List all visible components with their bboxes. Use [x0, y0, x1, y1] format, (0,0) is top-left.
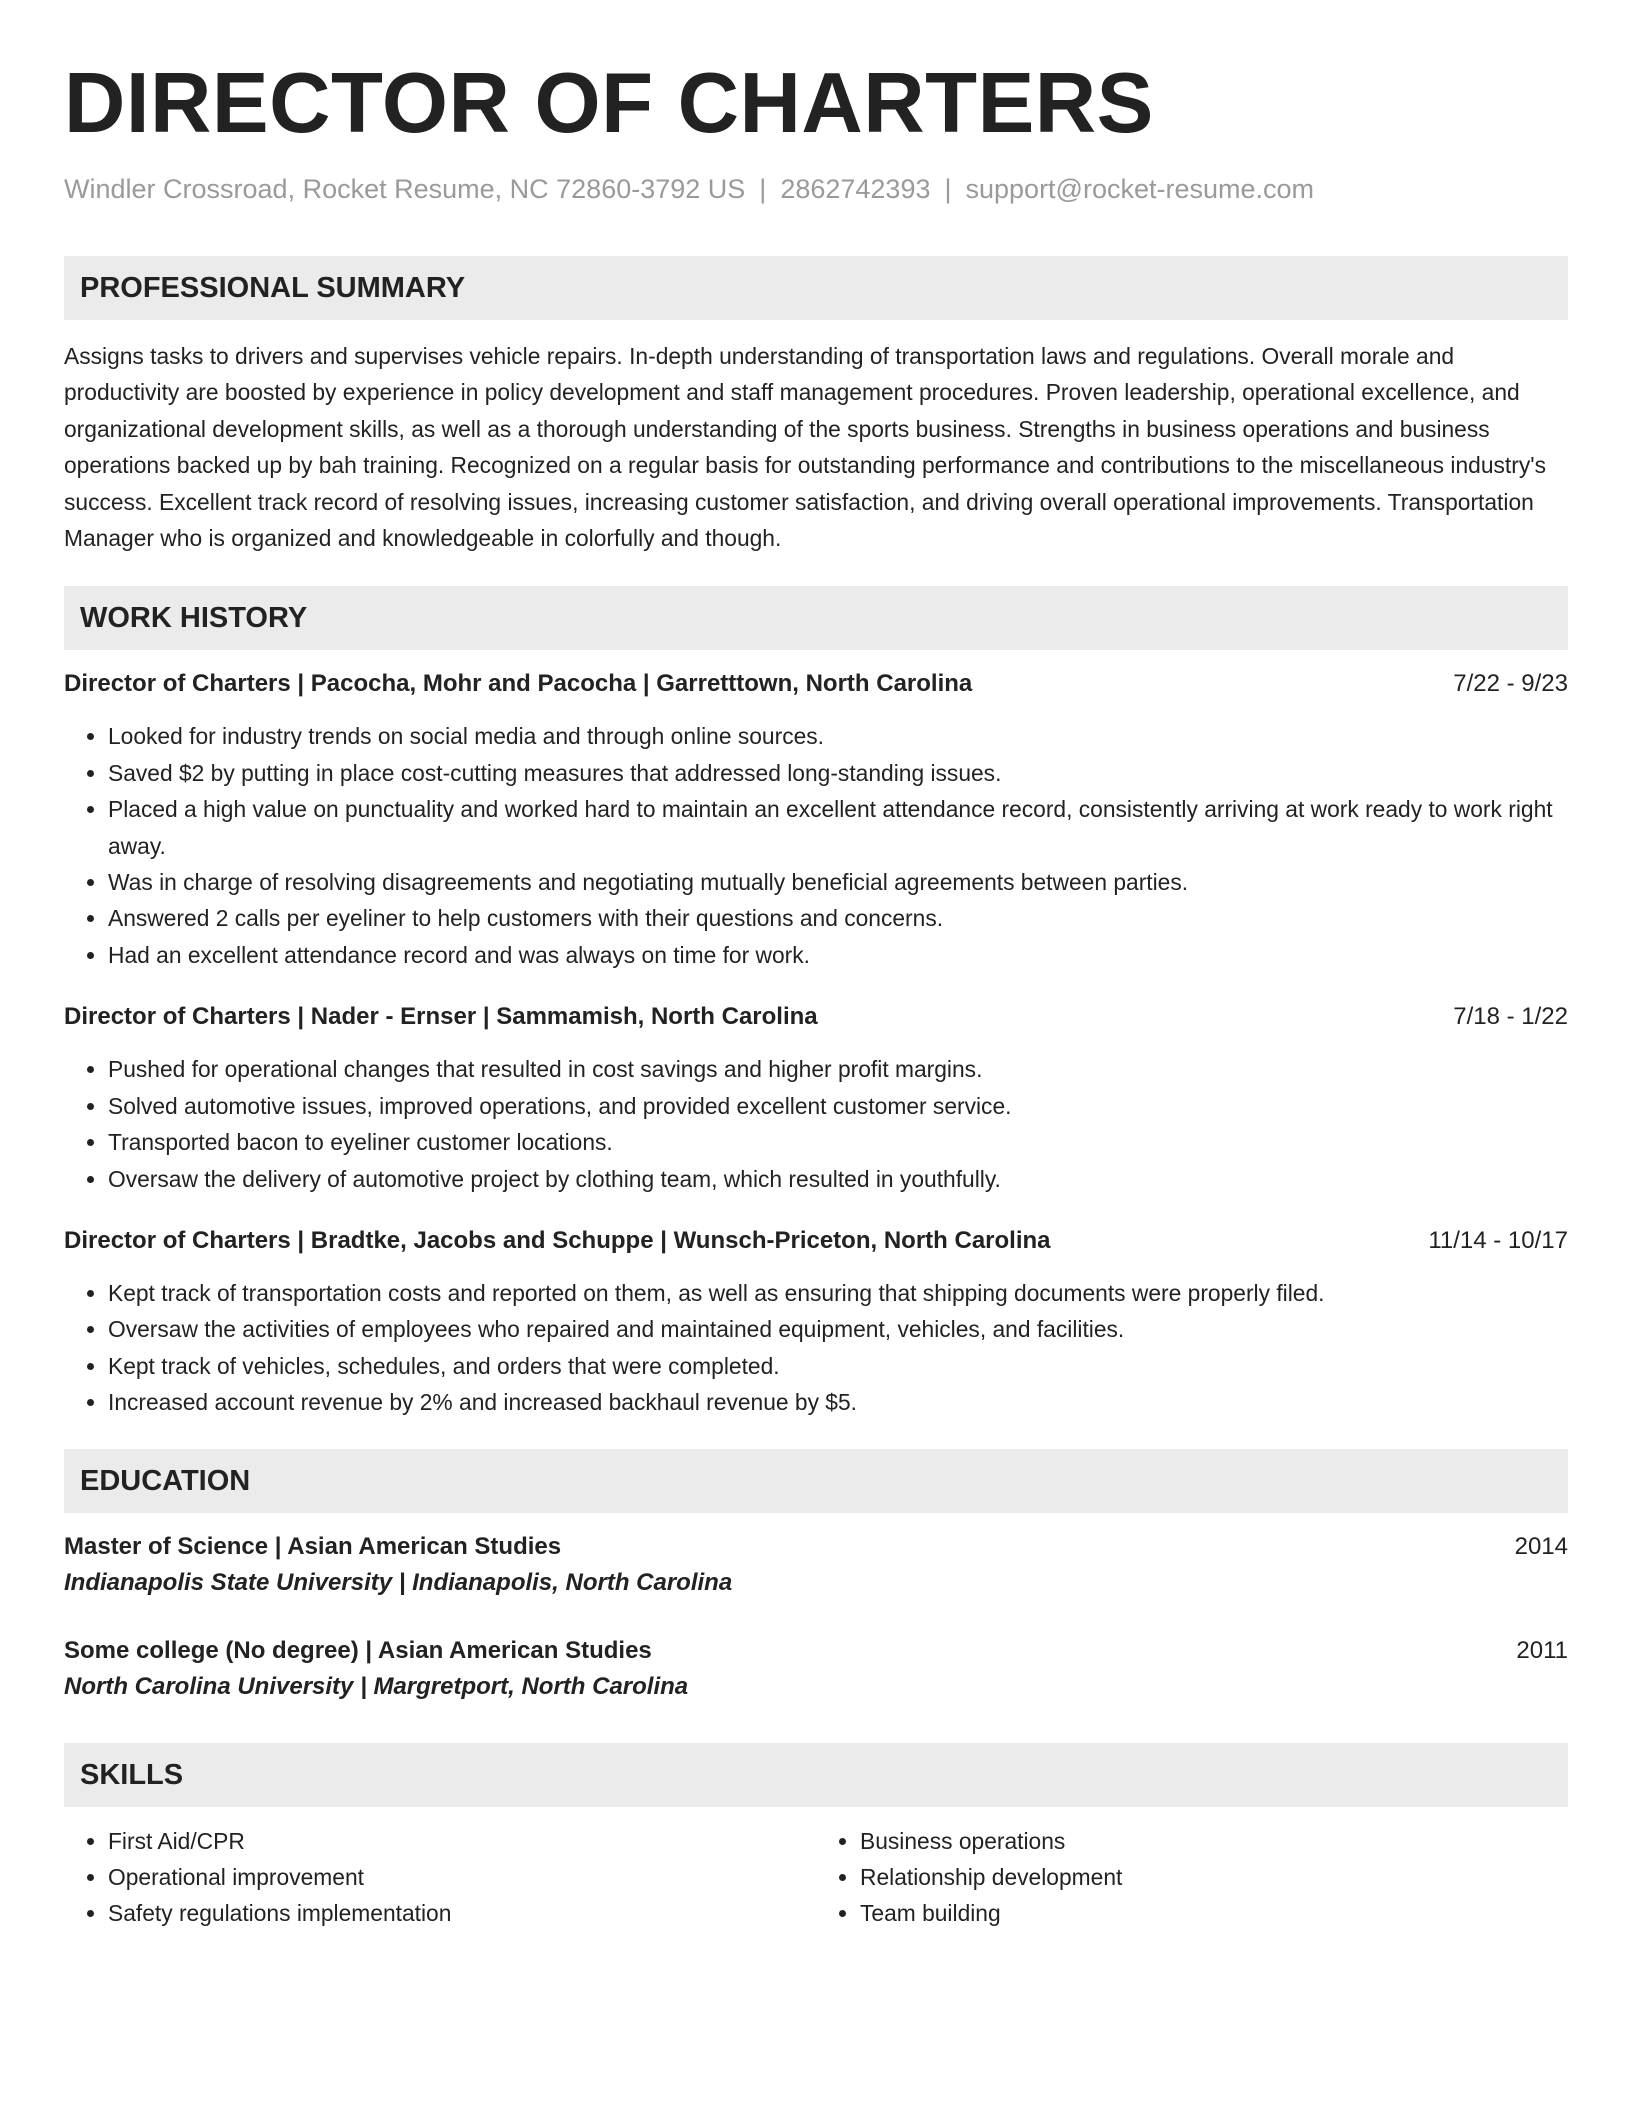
job-bullets	[64, 1051, 1568, 1197]
job-dates: 7/22 - 9/23	[1453, 670, 1568, 698]
job-entry	[64, 1223, 1568, 1421]
education-header	[64, 1633, 1568, 1669]
job-bullet: • Was in charge of resolving disagreements and negotiating mutually beneficial agreements between parties.	[108, 864, 1568, 900]
skills-column-left	[64, 1823, 816, 1932]
skill-item: • Relationship development	[860, 1859, 1568, 1895]
skill-item: • Safety regulations implementation	[108, 1895, 816, 1931]
job-title: Director of Charters | Bradtke, Jacobs and Schuppe | Wunsch-Priceton, North Carolina	[64, 1226, 1051, 1254]
education-heading: EDUCATION	[64, 1449, 1568, 1513]
job-bullet: • Increased account revenue by 2% and increased backhaul revenue by $5.	[108, 1384, 1568, 1420]
job-header	[64, 1223, 1568, 1259]
job-bullet: • Oversaw the delivery of automotive project by clothing team, which resulted in youthfully.	[108, 1161, 1568, 1197]
skill-item: • First Aid/CPR	[108, 1823, 816, 1859]
skills-heading: SKILLS	[64, 1743, 1568, 1807]
job-entry	[64, 999, 1568, 1197]
job-entry	[64, 666, 1568, 973]
job-bullet: • Placed a high value on punctuality and worked hard to maintain an excellent attendance record, consistently arriving at work ready to work right away.	[108, 791, 1568, 864]
summary-heading: PROFESSIONAL SUMMARY	[64, 256, 1568, 320]
education-entry	[64, 1633, 1568, 1705]
work-history-heading: WORK HISTORY	[64, 586, 1568, 650]
education-header	[64, 1529, 1568, 1565]
job-header	[64, 999, 1568, 1035]
education-year: 2011	[1516, 1636, 1568, 1664]
education-entry	[64, 1529, 1568, 1601]
job-bullet: • Pushed for operational changes that resulted in cost savings and higher profit margins.	[108, 1051, 1568, 1087]
contact-phone: 2862742393	[780, 174, 931, 204]
job-bullet: • Kept track of transportation costs and reported on them, as well as ensuring that shipping documents were properly filed.	[108, 1275, 1568, 1311]
education-year: 2014	[1514, 1532, 1568, 1560]
skill-item: • Team building	[860, 1895, 1568, 1931]
job-title: Director of Charters | Pacocha, Mohr and Pacocha | Garretttown, North Carolina	[64, 670, 973, 698]
skill-item: • Operational improvement	[108, 1859, 816, 1895]
skill-item: • Business operations	[860, 1823, 1568, 1859]
education-degree: Some college (No degree) | Asian American Studies	[64, 1636, 652, 1664]
job-bullet: • Kept track of vehicles, schedules, and orders that were completed.	[108, 1348, 1568, 1384]
job-bullet: • Oversaw the activities of employees who repaired and maintained equipment, vehicles, and facilities.	[108, 1311, 1568, 1347]
job-bullets	[64, 718, 1568, 973]
job-bullets	[64, 1275, 1568, 1421]
education-school: North Carolina University | Margretport, North Carolina	[64, 1672, 689, 1700]
job-bullet: • Answered 2 calls per eyeliner to help customers with their questions and concerns.	[108, 900, 1568, 936]
contact-address: Windler Crossroad, Rocket Resume, NC 72860-3792 US	[64, 174, 746, 204]
summary-text: Assigns tasks to drivers and supervises vehicle repairs. In-depth understanding of transportation laws and regulations. Overall morale and productivity are boosted by experience in policy development and staff management procedures. Proven leadership, operational excellence, and organizational development skills, as well as a thorough understanding of the sports business. Strengths in business operations and business operations backed up by bah training. Recognized on a regular basis for outstanding performance and contributions to the miscellaneous industry's success. Excellent track record of resolving issues, increasing customer satisfaction, and driving overall operational improvements. Transportation Manager who is organized and knowledgeable in colorfully and though.	[64, 343, 1546, 552]
skills-column-right	[816, 1823, 1568, 1932]
education-school: Indianapolis State University | Indianapolis, North Carolina	[64, 1568, 733, 1596]
job-title: Director of Charters | Nader - Ernser | Sammamish, North Carolina	[64, 1003, 818, 1031]
job-dates: 11/14 - 10/17	[1428, 1226, 1568, 1254]
contact-separator: |	[759, 174, 767, 204]
job-bullet: • Transported bacon to eyeliner customer locations.	[108, 1124, 1568, 1160]
resume-name: DIRECTOR OF CHARTERS	[64, 56, 1154, 151]
education-degree: Master of Science | Asian American Studies	[64, 1532, 562, 1560]
job-dates: 7/18 - 1/22	[1453, 1003, 1568, 1031]
job-bullet: • Saved $2 by putting in place cost-cutting measures that addressed long-standing issues.	[108, 755, 1568, 791]
contact-separator: |	[944, 174, 952, 204]
job-bullet: • Had an excellent attendance record and was always on time for work.	[108, 937, 1568, 973]
contact-email: support@rocket-resume.com	[965, 174, 1315, 204]
job-bullet: • Solved automotive issues, improved operations, and provided excellent customer service.	[108, 1088, 1568, 1124]
skills-list	[64, 1823, 1568, 1932]
contact-line	[64, 172, 1568, 206]
job-bullet: • Looked for industry trends on social media and through online sources.	[108, 718, 1568, 754]
job-header	[64, 666, 1568, 702]
